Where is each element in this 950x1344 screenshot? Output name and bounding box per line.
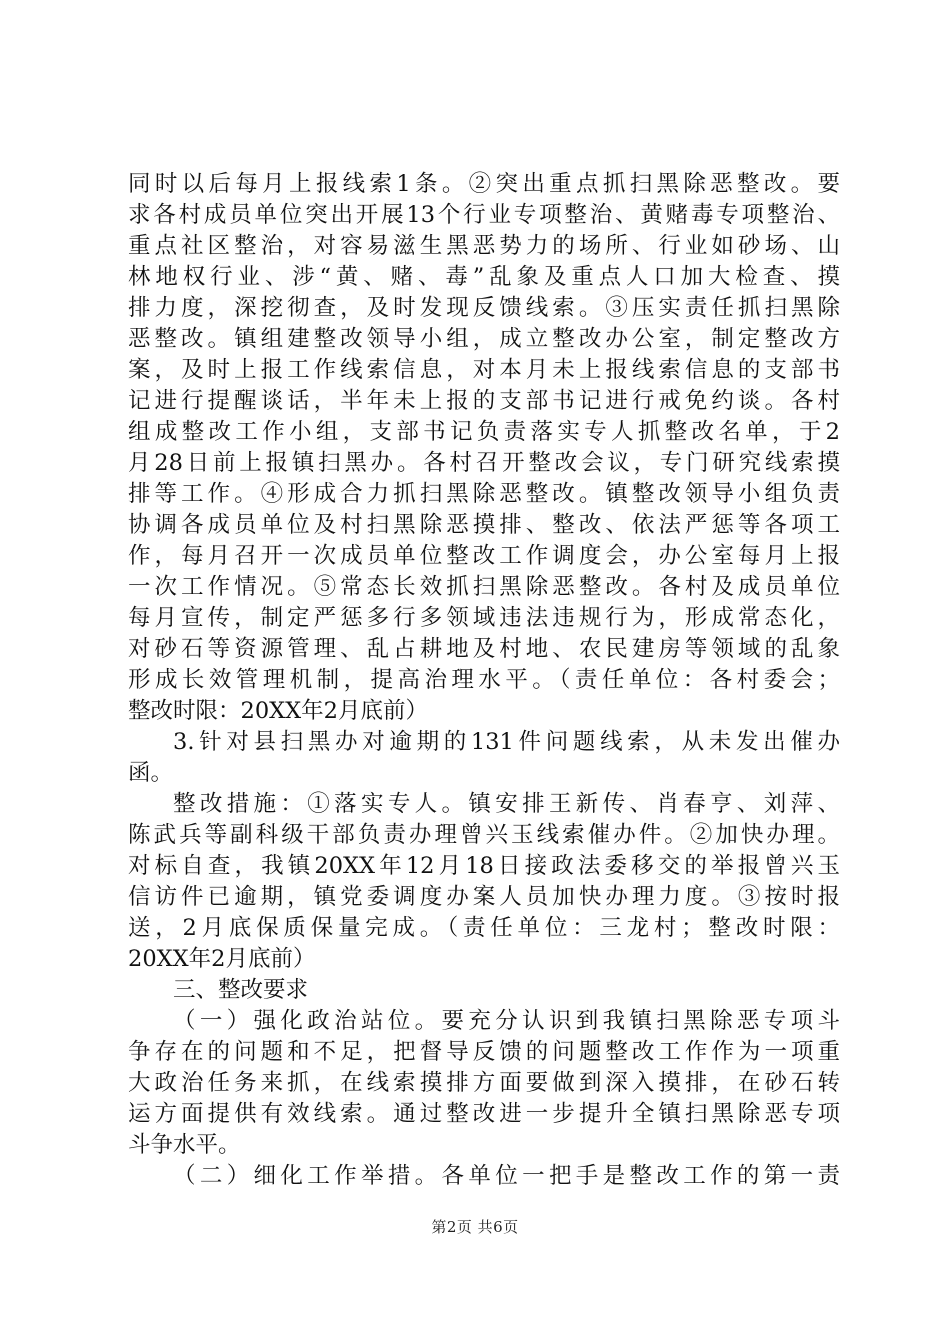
text-line: 恶整改。镇组建整改领导小组，成立整改办公室，制定整改方 <box>128 326 840 352</box>
text-line: 送，2月底保质保量完成。（责任单位：三龙村；整改时限： <box>128 915 840 941</box>
text-line: 每月宣传，制定严惩多行多领域违法违规行为，形成常态化， <box>128 605 840 631</box>
text-line: 陈武兵等副科级干部负责办理曾兴玉线索催办件。②加快办理。 <box>128 822 840 848</box>
text-line: 大政治任务来抓，在线索摸排方面要做到深入摸排，在砂石转 <box>128 1070 840 1096</box>
text-line: 形成长效管理机制，提高治理水平。（责任单位：各村委会； <box>128 667 840 693</box>
text-line: 一次工作情况。⑤常态长效抓扫黑除恶整改。各村及成员单位 <box>128 574 840 600</box>
text-line: 同时以后每月上报线索1条。②突出重点抓扫黑除恶整改。要 <box>128 171 840 197</box>
text-line: （一）强化政治站位。要充分认识到我镇扫黑除恶专项斗 <box>173 1008 840 1034</box>
text-line: 月28日前上报镇扫黑办。各村召开整改会议，专门研究线索摸 <box>128 450 840 476</box>
text-line: 记进行提醒谈话，半年未上报的支部书记进行戒免约谈。各村 <box>128 388 840 414</box>
text-line: 协调各成员单位及村扫黑除恶摸排、整改、依法严惩等各项工 <box>128 512 840 538</box>
text-line: 作，每月召开一次成员单位整改工作调度会，办公室每月上报 <box>128 543 840 569</box>
page-footer: 第2页 共6页 <box>431 1218 519 1236</box>
text-line: 3.针对县扫黑办对逾期的131件问题线索，从未发出催办 <box>173 729 840 755</box>
text-line: 排等工作。④形成合力抓扫黑除恶整改。镇整改领导小组负责 <box>128 481 840 507</box>
text-line: 三、整改要求 <box>173 977 309 1003</box>
text-line: 运方面提供有效线索。通过整改进一步提升全镇扫黑除恶专项 <box>128 1101 840 1127</box>
text-line: 整改措施：①落实专人。镇安排王新传、肖春亨、刘萍、 <box>173 791 840 817</box>
text-line: 20XX年2月底前） <box>128 946 316 972</box>
text-line: 对标自查，我镇20XX年12月18日接政法委移交的举报曾兴玉 <box>128 853 840 879</box>
text-line: 排力度，深挖彻查，及时发现反馈线索。③压实责任抓扫黑除 <box>128 295 840 321</box>
text-line: 信访件已逾期，镇党委调度办案人员加快办理力度。③按时报 <box>128 884 840 910</box>
text-line: 求各村成员单位突出开展13个行业专项整治、黄赌毒专项整治、 <box>128 202 840 228</box>
text-line: 案，及时上报工作线索信息，对本月未上报线索信息的支部书 <box>128 357 840 383</box>
text-line: 争存在的问题和不足，把督导反馈的问题整改工作作为一项重 <box>128 1039 840 1065</box>
body-text <box>128 169 840 1192</box>
text-line: 斗争水平。 <box>128 1132 241 1158</box>
text-line: （二）细化工作举措。各单位一把手是整改工作的第一责 <box>173 1163 840 1189</box>
text-line: 函。 <box>128 760 174 786</box>
text-line: 组成整改工作小组，支部书记负责落实专人抓整改名单，于2 <box>128 419 840 445</box>
text-line: 对砂石等资源管理、乱占耕地及村地、农民建房等领域的乱象 <box>128 636 840 662</box>
text-line: 重点社区整治，对容易滋生黑恶势力的场所、行业如砂场、山 <box>128 233 840 259</box>
text-line: 整改时限：20XX年2月底前） <box>128 698 428 724</box>
text-line: 林地权行业、涉“黄、赌、毒”乱象及重点人口加大检查、摸 <box>128 264 840 290</box>
